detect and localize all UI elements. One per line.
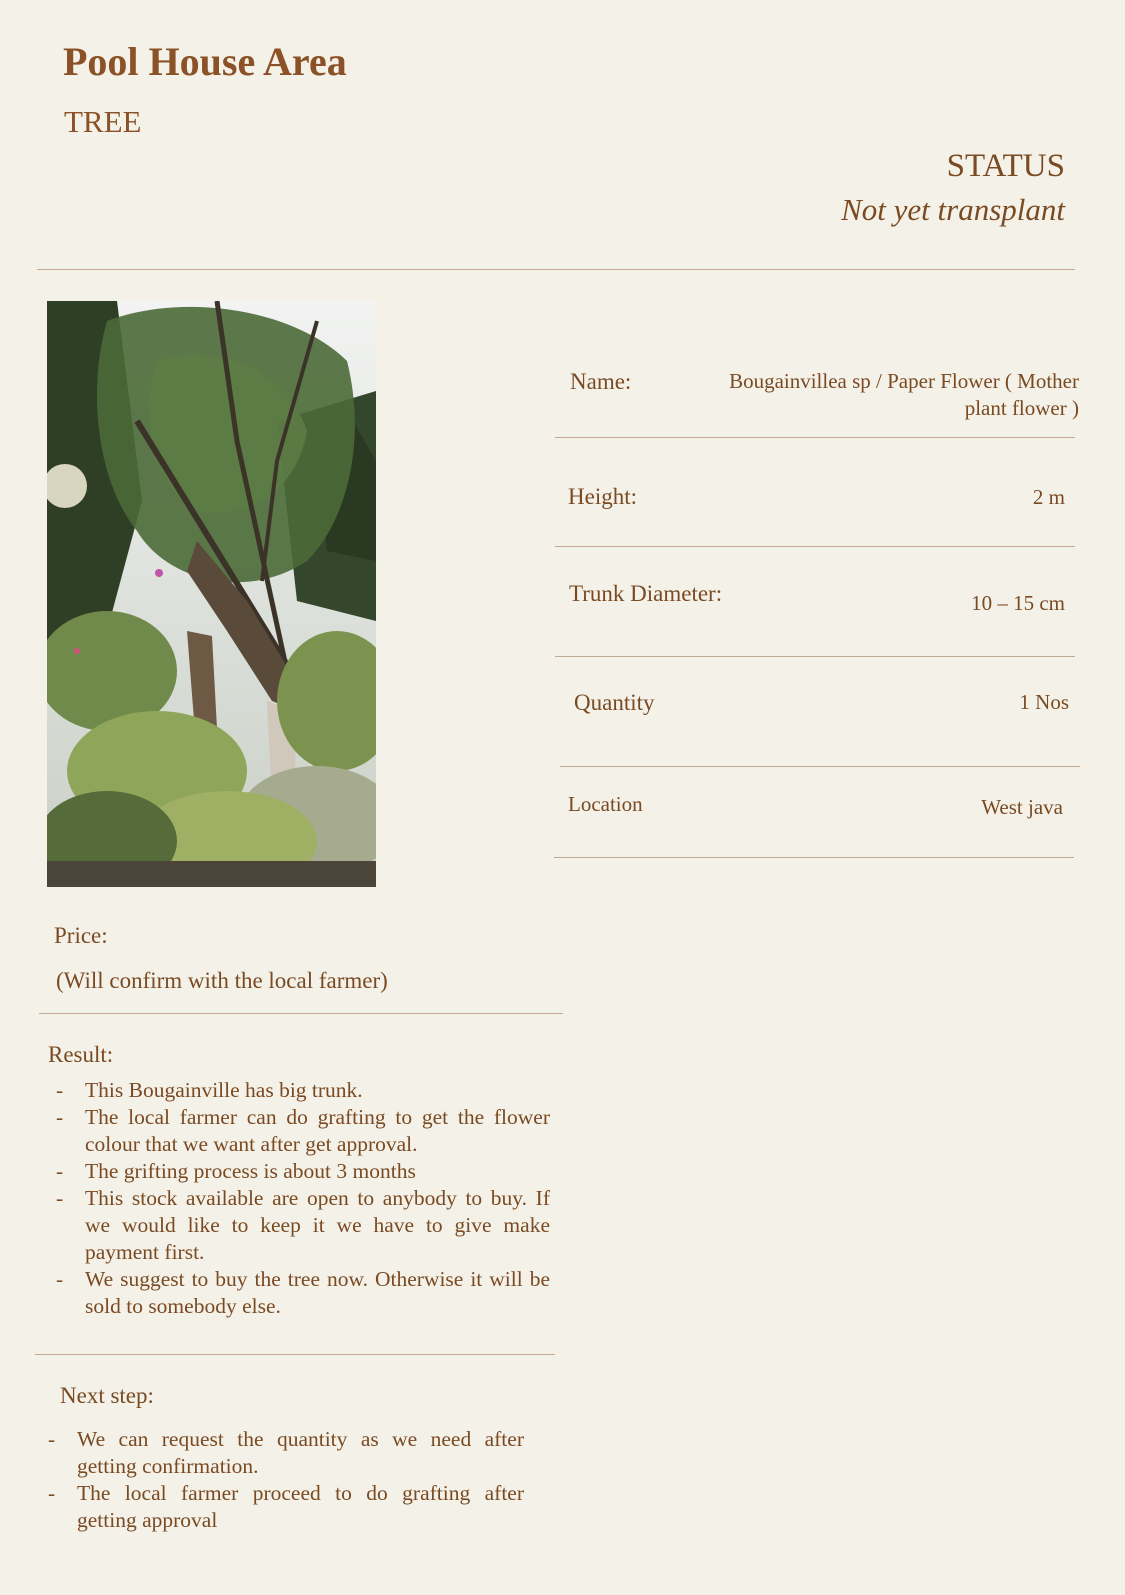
location-label: Location bbox=[568, 792, 643, 816]
name-value-line2: plant flower ) bbox=[964, 396, 1079, 420]
list-item: - This Bougainville has big trunk. bbox=[48, 1077, 550, 1104]
list-item: - We can request the quantity as we need after getting confirmation. bbox=[40, 1426, 524, 1480]
height-label: Height: bbox=[568, 484, 637, 509]
price-label: Price: bbox=[54, 923, 108, 948]
quantity-label: Quantity bbox=[574, 690, 655, 715]
name-value-line1: Bougainvillea sp / Paper Flower ( Mother bbox=[729, 369, 1079, 393]
list-item: - The local farmer can do grafting to get the flower colour that we want after get approval. bbox=[48, 1104, 550, 1158]
result-list bbox=[48, 1077, 550, 1320]
price-value: (Will confirm with the local farmer) bbox=[56, 968, 388, 993]
height-divider bbox=[555, 546, 1075, 547]
trunk-diameter-label: Trunk Diameter: bbox=[569, 581, 723, 606]
list-item: - We suggest to buy the tree now. Otherwise it will be sold to somebody else. bbox=[48, 1266, 550, 1320]
price-divider bbox=[39, 1013, 563, 1014]
list-item: - This stock available are open to anybody to buy. If we would like to keep it we have to give make payment first. bbox=[48, 1185, 550, 1266]
category-label: TREE bbox=[64, 104, 142, 139]
list-item: - The local farmer proceed to do grafting after getting approval bbox=[40, 1480, 524, 1534]
tree-photo bbox=[47, 301, 376, 887]
status-value: Not yet transplant bbox=[841, 192, 1065, 227]
tree-photo-icon bbox=[47, 301, 376, 887]
trunk-diameter-value: 10 – 15 cm bbox=[971, 591, 1065, 615]
next-step-list bbox=[40, 1426, 524, 1534]
status-label: STATUS bbox=[946, 148, 1065, 184]
page-title: Pool House Area bbox=[63, 39, 347, 84]
name-divider bbox=[555, 437, 1075, 438]
location-value: West java bbox=[981, 795, 1063, 819]
list-item: - The grifting process is about 3 months bbox=[48, 1158, 550, 1185]
quantity-value: 1 Nos bbox=[1019, 690, 1069, 714]
next-step-label: Next step: bbox=[60, 1383, 154, 1408]
header-divider bbox=[37, 269, 1075, 270]
trunk-divider bbox=[555, 656, 1075, 657]
name-label: Name: bbox=[570, 369, 632, 394]
height-value: 2 m bbox=[1032, 485, 1065, 509]
result-divider bbox=[35, 1354, 555, 1355]
quantity-divider bbox=[560, 766, 1080, 767]
location-divider bbox=[554, 857, 1074, 858]
result-label: Result: bbox=[48, 1042, 114, 1067]
